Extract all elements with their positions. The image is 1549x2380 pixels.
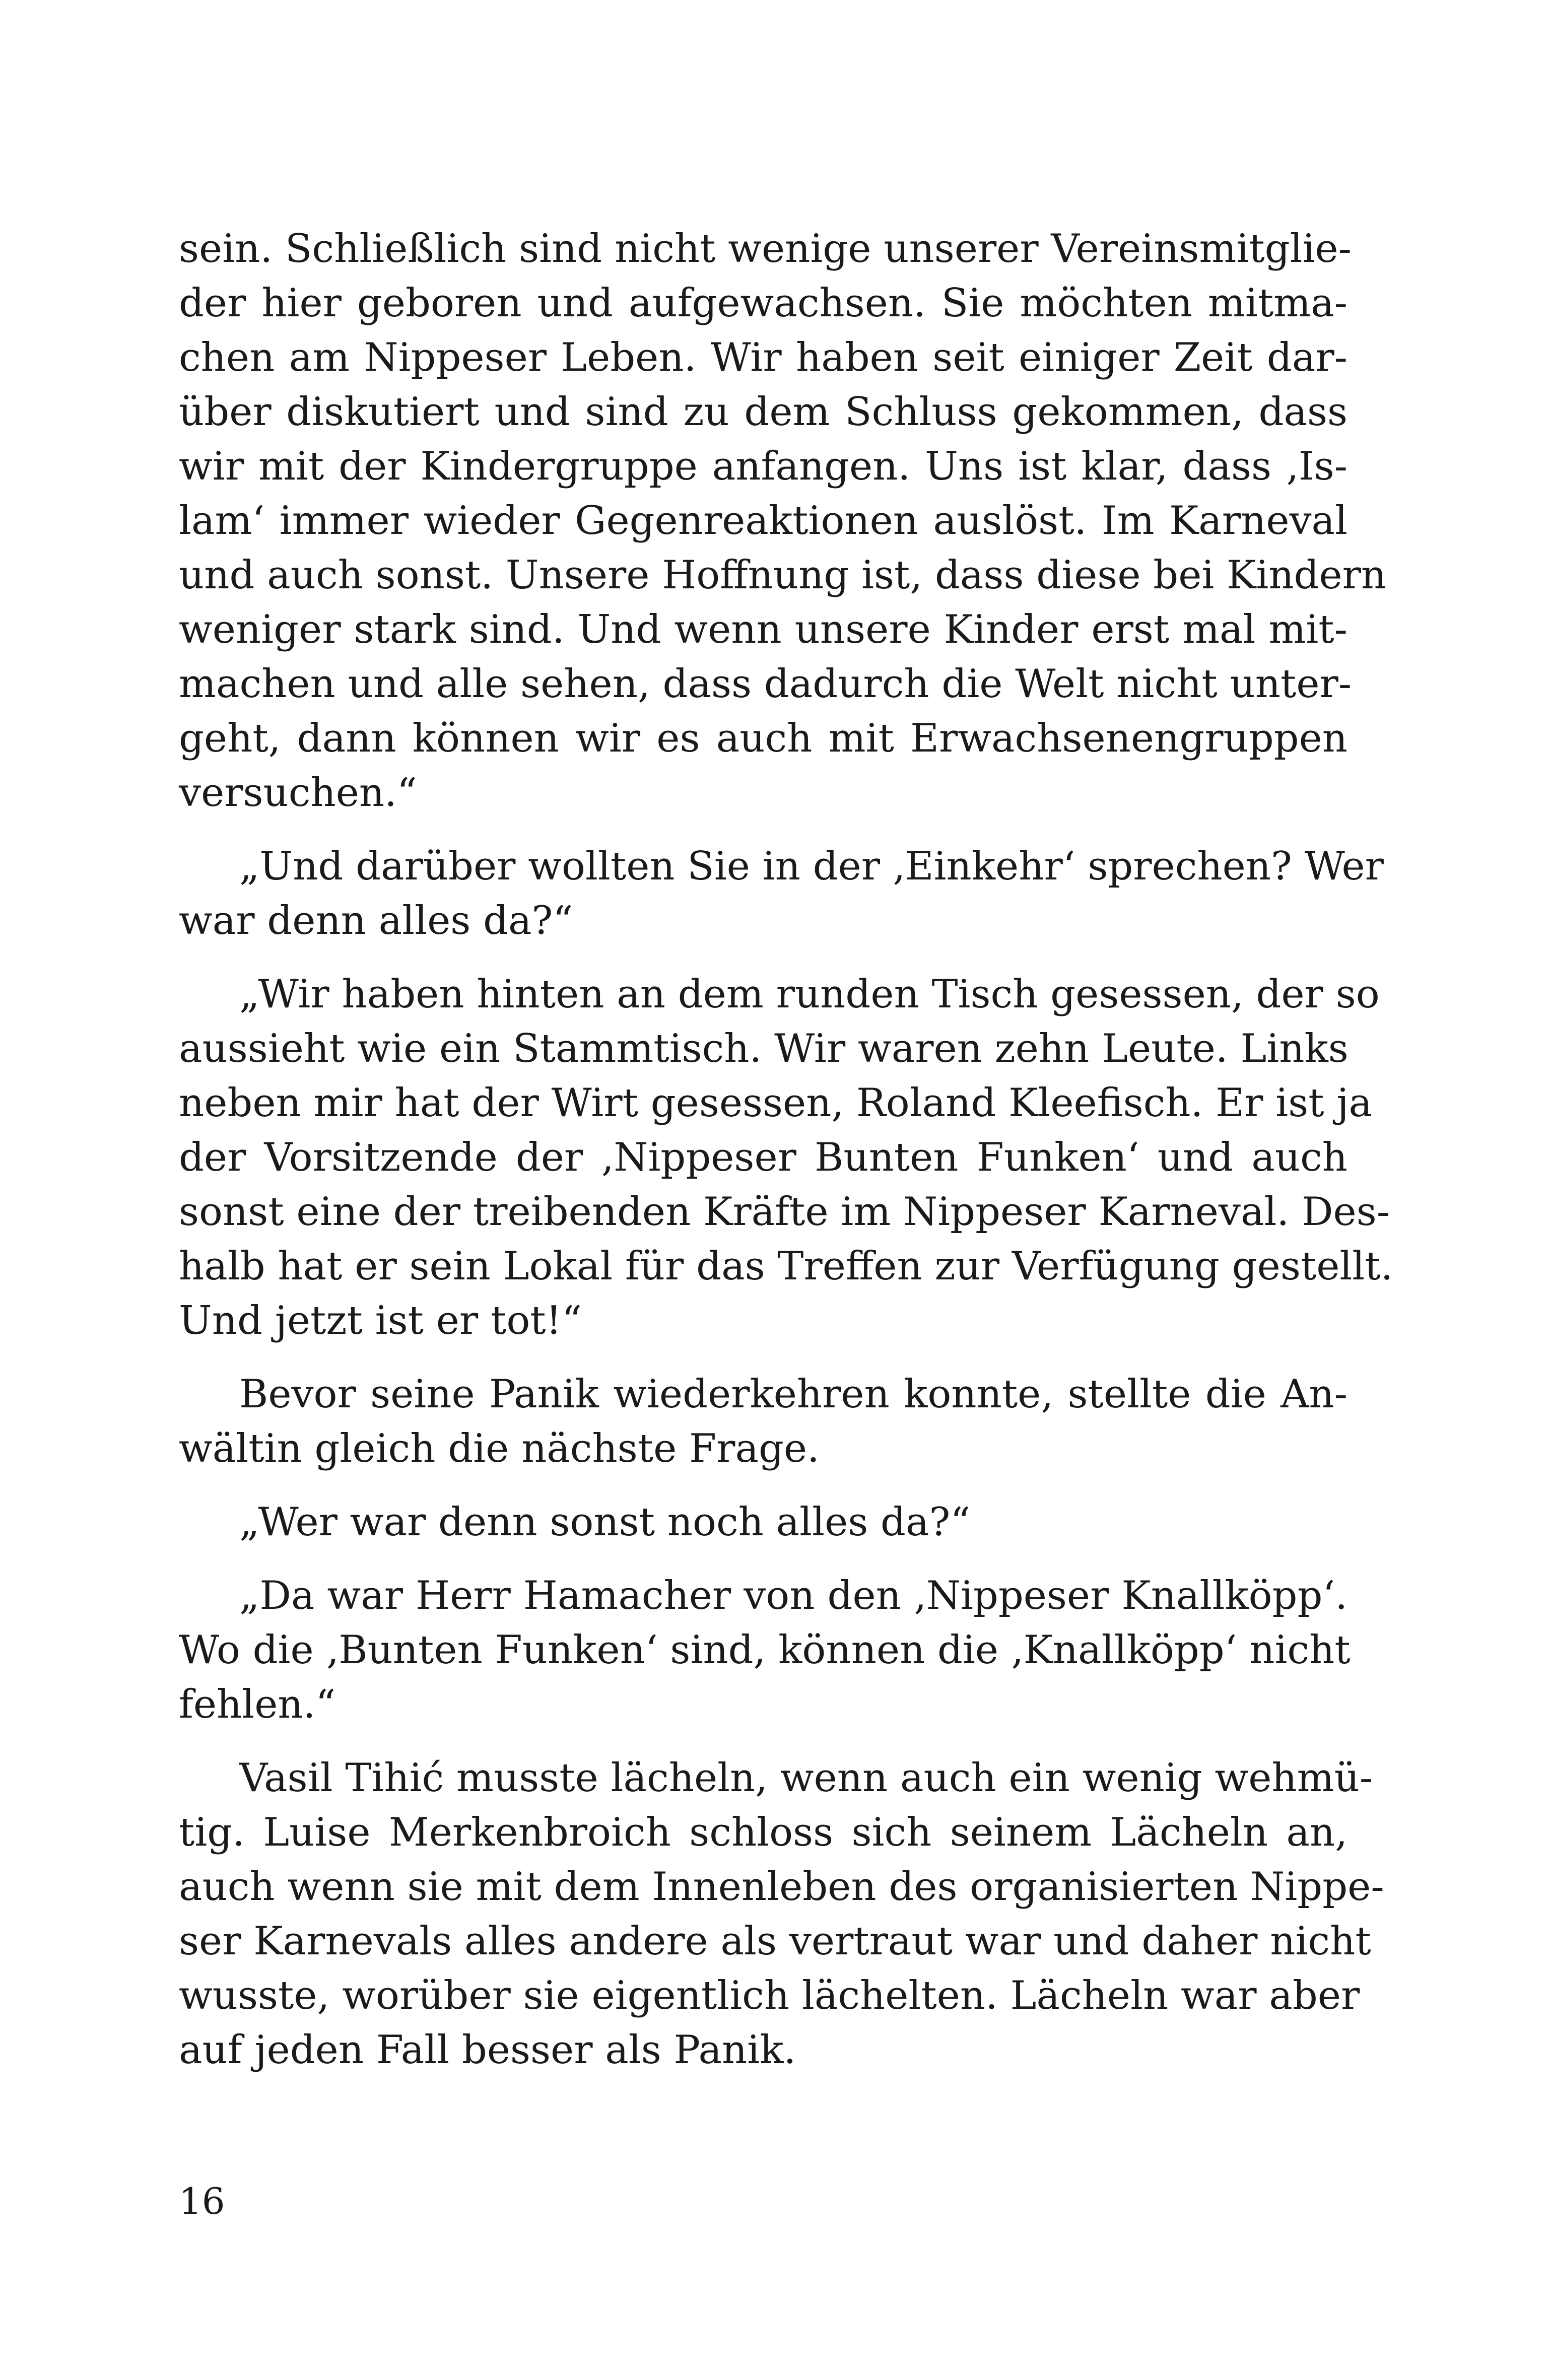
text-line: „Und darüber wollten Sie in der ‚Einkehr‘ sprechen? Wer: [239, 844, 1384, 889]
text-line: der Vorsitzende der ‚Nippeser Bunten Funken‘ und auch: [179, 1135, 1348, 1180]
text-line: wir mit der Kindergruppe anfangen. Uns ist klar, dass ‚Is-: [179, 444, 1348, 489]
text-line: wusste, worüber sie eigentlich lächelten. Lächeln war aber: [179, 1973, 1360, 2018]
text-line: auf jeden Fall besser als Panik.: [179, 2027, 796, 2073]
text-line: weniger stark sind. Und wenn unsere Kinder erst mal mit-: [179, 607, 1348, 652]
text-line: halb hat er sein Lokal für das Treffen zur Verfügung gestellt.: [179, 1244, 1393, 1289]
text-line: Wo die ‚Bunten Funken‘ sind, können die ‚Knallköpp‘ nicht: [179, 1627, 1351, 1673]
text-line: Bevor seine Panik wiederkehren konnte, stellte die An-: [239, 1372, 1348, 1417]
text-line: geht, dann können wir es auch mit Erwachsenengruppen: [179, 716, 1348, 761]
text-line: und auch sonst. Unsere Hoffnung ist, dass diese bei Kindern: [179, 553, 1387, 598]
paragraph: [179, 967, 1393, 1348]
paragraph: [179, 1495, 1348, 1549]
text-line: auch wenn sie mit dem Innenleben des organisierten Nippe-: [179, 1864, 1384, 1910]
text-line: versuchen.“: [179, 770, 417, 815]
paragraph: [179, 1751, 1384, 2077]
text-line: fehlen.“: [179, 1682, 336, 1727]
text-line: machen und alle sehen, dass dadurch die Welt nicht unter-: [179, 661, 1352, 707]
text-line: war denn alles da?“: [179, 898, 573, 943]
text-line: Vasil Tihić musste lächeln, wenn auch ein wenig wehmü-: [239, 1755, 1373, 1801]
text-line: aussieht wie ein Stammtisch. Wir waren zehn Leute. Links: [179, 1026, 1349, 1071]
text-line: „Da war Herr Hamacher von den ‚Nippeser Knallköpp‘.: [239, 1573, 1348, 1618]
text-line: tig. Luise Merkenbroich schloss sich seinem Lächeln an,: [179, 1810, 1348, 1855]
text-line: wältin gleich die nächste Frage.: [179, 1426, 820, 1471]
paragraph: [179, 222, 1387, 820]
text-line: „Wer war denn sonst noch alles da?“: [239, 1500, 971, 1545]
text-line: über diskutiert und sind zu dem Schluss gekommen, dass: [179, 389, 1348, 435]
text-line: „Wir haben hinten an dem runden Tisch gesessen, der so: [239, 972, 1380, 1017]
text-line: chen am Nippeser Leben. Wir haben seit einiger Zeit dar-: [179, 335, 1348, 380]
page-number: 16: [179, 2180, 225, 2222]
text-line: sein. Schließlich sind nicht wenige unserer Vereinsmitglie-: [179, 226, 1352, 271]
paragraph: [179, 839, 1384, 948]
text-line: der hier geboren und aufgewachsen. Sie möchten mitma-: [179, 281, 1348, 326]
text-line: neben mir hat der Wirt gesessen, Roland Kleefisch. Er ist ja: [179, 1080, 1373, 1126]
text-line: sonst eine der treibenden Kräfte im Nippeser Karneval. Des-: [179, 1189, 1390, 1235]
paragraph: [179, 1367, 1348, 1476]
body-text: [179, 222, 1393, 2077]
text-line: ser Karnevals alles andere als vertraut war und daher nicht: [179, 1919, 1371, 1964]
paragraph: [179, 1569, 1351, 1732]
text-line: lam‘ immer wieder Gegenreaktionen auslöst. Im Karneval: [179, 498, 1348, 543]
text-line: Und jetzt ist er tot!“: [179, 1298, 582, 1343]
